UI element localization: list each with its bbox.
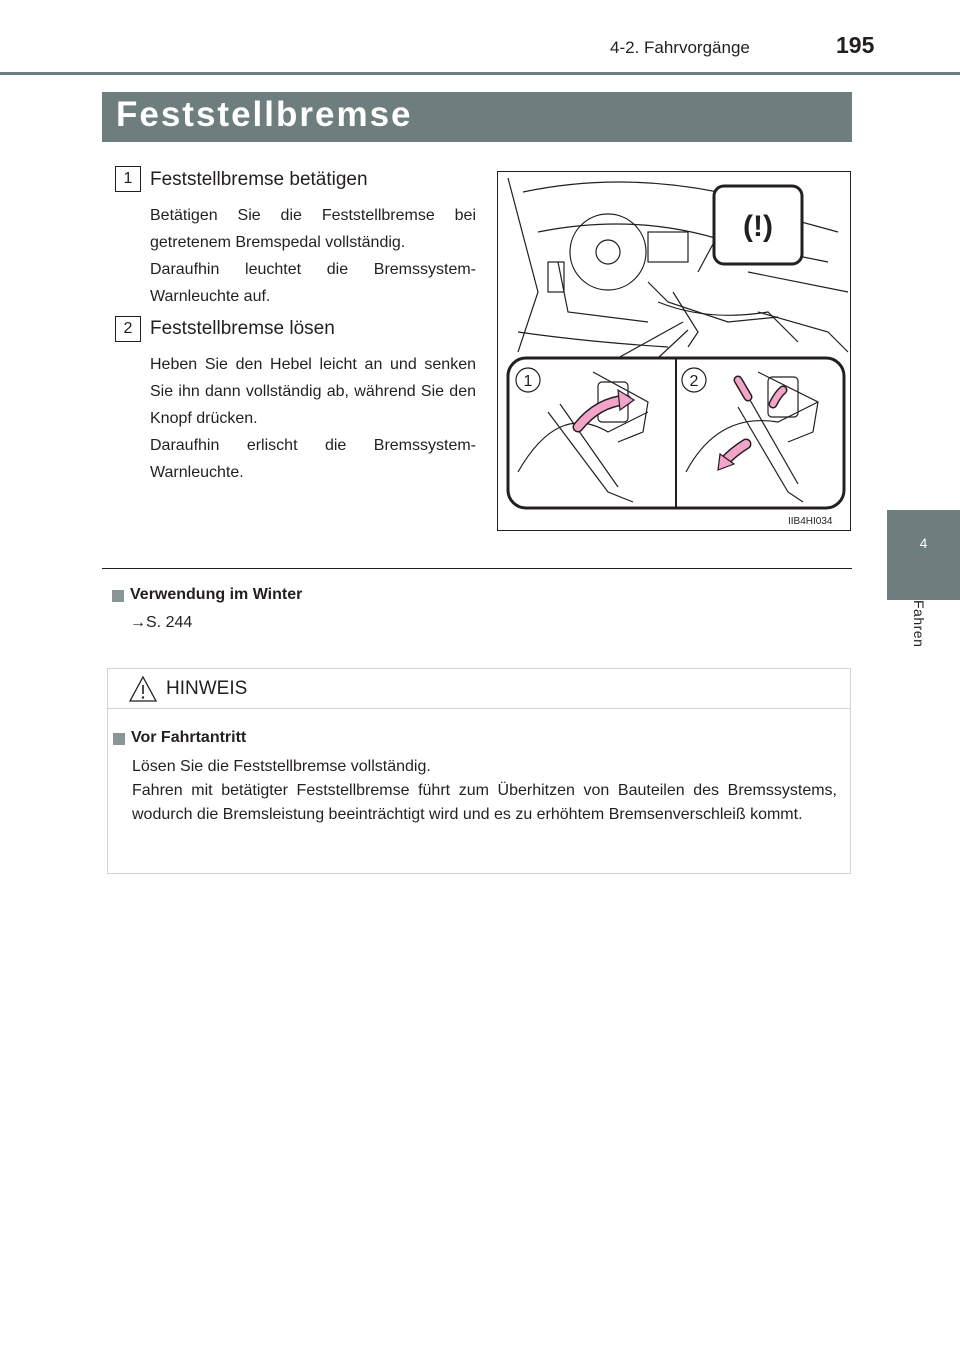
notice-title: HINWEIS bbox=[166, 678, 248, 699]
callout-2-label: 2 bbox=[689, 373, 699, 390]
chapter-tab-label: Fahren bbox=[911, 600, 927, 648]
header-section-title: 4-2. Fahrvorgänge bbox=[610, 38, 750, 57]
step-2-paragraph: Heben Sie den Hebel leicht an und senken Sie ihn dann vollständig ab, während Sie den Knopf drücken. bbox=[150, 356, 476, 427]
chapter-tab bbox=[887, 510, 960, 600]
step-2-number-box: 2 bbox=[115, 316, 141, 342]
figure-code: IIB4HI034 bbox=[788, 516, 833, 527]
notice-paragraph: Fahren mit betätigter Feststellbremse führt zum Überhitzen von Bauteilen des Bremssystems, wodurch die Bremsleistung beeinträchtigt wird und es zu erhöhtem Bremsenverschleiß kommt. bbox=[132, 782, 837, 823]
step-1-number-box: 1 bbox=[115, 166, 141, 192]
notice-text bbox=[132, 755, 837, 827]
page-title: Feststellbremse bbox=[116, 95, 413, 134]
callout-1-label: 1 bbox=[523, 373, 533, 390]
step-1-heading: Feststellbremse betätigen bbox=[150, 169, 368, 190]
dashboard-drawing bbox=[498, 172, 850, 530]
step-2-paragraph: Daraufhin erlischt die Bremssystem-Warnleuchte. bbox=[150, 437, 476, 481]
step-1-paragraph: Daraufhin leuchtet die Bremssystem-Warnleuchte auf. bbox=[150, 261, 476, 305]
notice-divider bbox=[108, 708, 850, 709]
warning-triangle-icon bbox=[128, 675, 158, 703]
brake-warning-icon: (!) bbox=[743, 210, 773, 243]
tip-heading: Verwendung im Winter bbox=[130, 586, 303, 603]
step-2-text bbox=[150, 351, 476, 486]
notice-paragraph: Lösen Sie die Feststellbremse vollständig. bbox=[132, 758, 431, 775]
header-rule bbox=[0, 72, 960, 75]
page-number: 195 bbox=[836, 32, 875, 58]
section-divider bbox=[102, 568, 852, 569]
chapter-tab-number: 4 bbox=[919, 535, 928, 551]
square-bullet-icon bbox=[112, 590, 124, 602]
square-bullet-icon bbox=[113, 733, 125, 745]
notice-heading: Vor Fahrtantritt bbox=[131, 729, 247, 746]
step-2-heading: Feststellbremse lösen bbox=[150, 318, 335, 339]
step-1-text bbox=[150, 202, 476, 310]
page-reference-link[interactable]: →S. 244 bbox=[130, 614, 193, 631]
parking-brake-illustration bbox=[497, 171, 851, 531]
step-1-paragraph: Betätigen Sie die Feststellbremse bei getretenem Bremspedal vollständig. bbox=[150, 207, 476, 251]
